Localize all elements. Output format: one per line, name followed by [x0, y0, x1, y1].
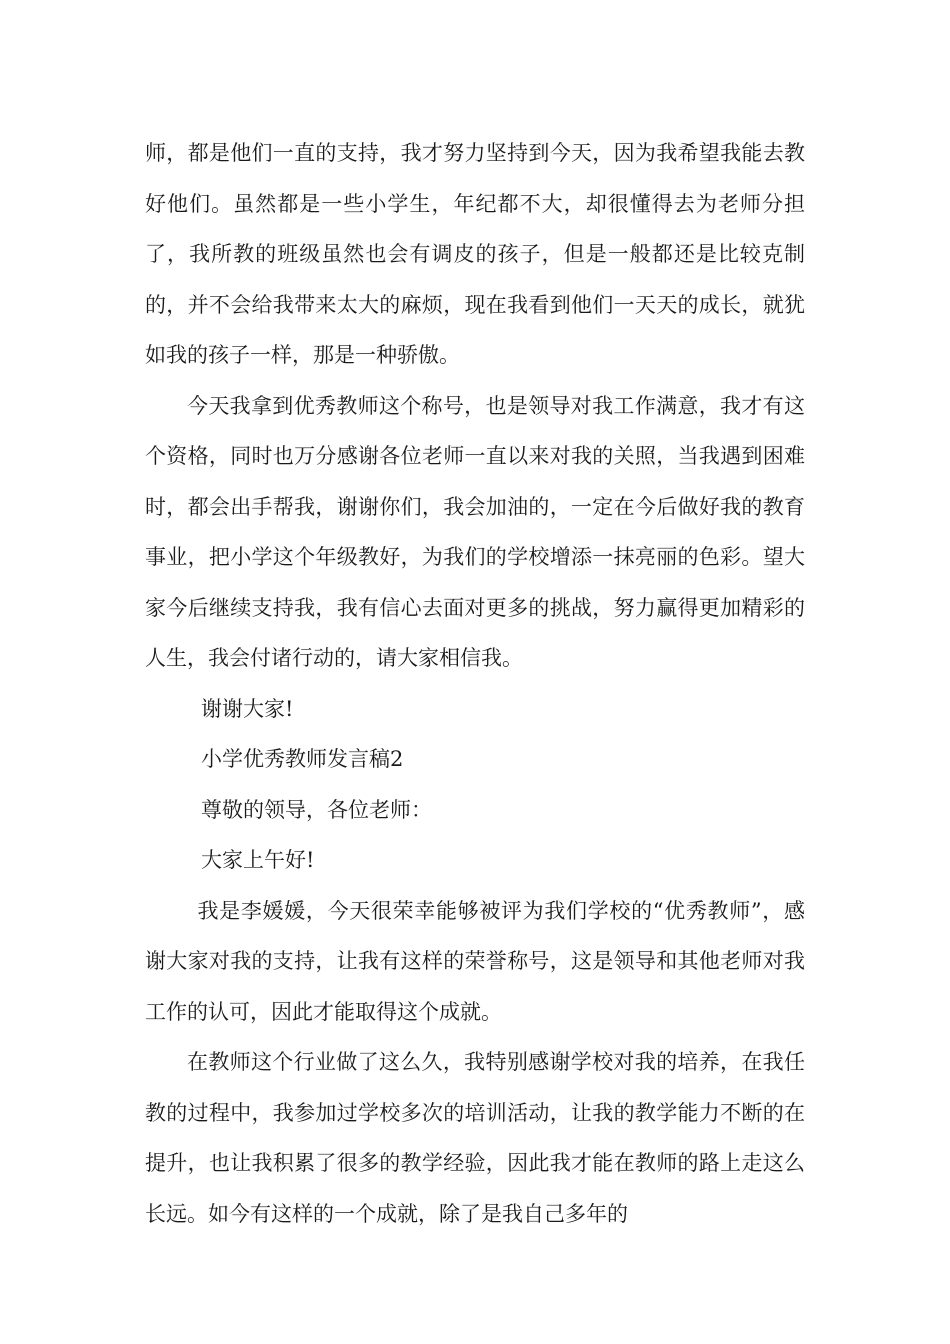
document-body — [145, 128, 805, 1239]
paragraph-continuation: 师，都是他们一直的支持，我才努力坚持到今天，因为我希望我能去教好他们。虽然都是一些小学生，年纪都不大，却很懂得去为老师分担了，我所教的班级虽然也会有调皮的孩子，但是一般都还是比较克制的，并不会给我带来太大的麻烦，现在我看到他们一天天的成长，就犹如我的孩子一样，那是一种骄傲。 — [145, 141, 805, 367]
speech-title: 小学优秀教师发言稿2 — [201, 747, 404, 771]
paragraph-introduction: 我是李媛媛，今天很荣幸能够被评为我们学校的“优秀教师”，感谢大家对我的支持，让我有这样的荣誉称号，这是领导和其他老师对我工作的认可，因此才能取得这个成就。 — [145, 898, 805, 1024]
paragraph-training: 在教师这个行业做了这么久，我特别感谢学校对我的培养，在我任教的过程中，我参加过学校多次的培训活动，让我的教学能力不断的在提升，也让我积累了很多的教学经验，因此我才能在教师的路上走这么长远。如今有这样的一个成就，除了是我自己多年的 — [145, 1050, 805, 1226]
salutation: 尊敬的领导，各位老师： — [201, 797, 432, 822]
paragraph-title-award: 今天我拿到优秀教师这个称号，也是领导对我工作满意，我才有这个资格，同时也万分感谢各位老师一直以来对我的关照，当我遇到困难时，都会出手帮我，谢谢你们，我会加油的，一定在今后做好我的教育事业，把小学这个年级教好，为我们的学校增添一抹亮丽的色彩。望大家今后继续支持我，我有信心去面对更多的挑战，努力赢得更加精彩的人生，我会付诸行动的，请大家相信我。 — [145, 393, 805, 670]
greeting: 大家上午好! — [201, 848, 315, 872]
paragraph-thanks: 谢谢大家! — [201, 696, 294, 721]
